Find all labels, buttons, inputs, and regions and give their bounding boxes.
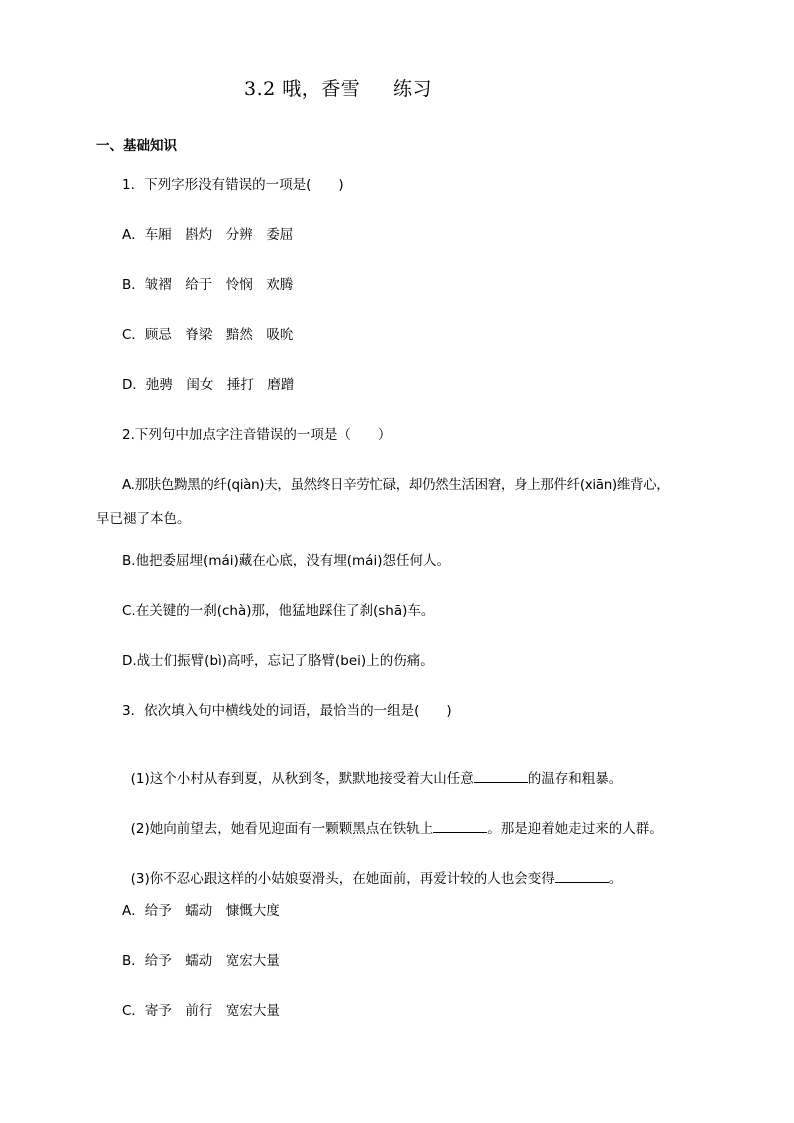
sentence-3-after: 。 <box>608 871 623 887</box>
fill-blank-3[interactable] <box>555 870 609 883</box>
question-1-option-c: C．顾忌 脊梁 黯然 吸吮 <box>122 327 294 343</box>
question-3-option-c: C．寄予 前行 宽宏大量 <box>122 1003 280 1019</box>
question-3-sentence-2 <box>122 802 663 838</box>
question-1-option-d: D．弛骋 闺女 捶打 磨蹭 <box>122 377 295 393</box>
sentence-2-before: (2)她向前望去，她看见迎面有一颗颗黑点在铁轨上 <box>130 821 434 837</box>
page-title: 3.2 哦，香雪 练习 <box>244 78 432 100</box>
question-3-option-b: B．给予 蠕动 宽宏大量 <box>122 953 280 969</box>
question-2-option-b: B.他把委屈埋(mái)藏在心底，没有埋(mái)怨任何人。 <box>122 553 450 569</box>
question-2-option-d: D.战士们振臂(bì)高呼，忘记了胳臂(bei)上的伤痛。 <box>122 653 434 669</box>
fill-blank-1[interactable] <box>474 770 528 783</box>
question-2-option-a-line2: 早已褪了本色。 <box>96 511 191 527</box>
question-3-option-a: A．给予 蠕动 慷慨大度 <box>122 903 280 919</box>
question-1-stem: 1．下列字形没有错误的一项是( ) <box>122 177 344 193</box>
question-3-stem: 3．依次填入句中横线处的词语，最恰当的一组是( ) <box>122 703 452 719</box>
sentence-1-after: 的温存和粗暴。 <box>527 771 623 787</box>
section-heading: 一、基础知识 <box>96 138 177 154</box>
question-1-option-b: B．皱褶 给于 怜悯 欢腾 <box>122 277 294 293</box>
question-2-stem: 2.下列句中加点字注音错误的一项是（ ） <box>122 427 392 443</box>
question-2-option-a-line1: A.那肤色黝黑的纤(qiàn)夫，虽然终日辛劳忙碌，却仍然生活困窘，身上那件纤(xiān)维背心， <box>122 477 670 493</box>
sentence-2-after: 。那是迎着她走过来的人群。 <box>487 821 663 837</box>
sentence-1-before: (1)这个小村从春到夏，从秋到冬，默默地接受着大山任意 <box>130 771 474 787</box>
question-1-option-a: A．车厢 斟灼 分辨 委屈 <box>122 227 294 243</box>
question-3-sentence-1 <box>122 752 622 788</box>
question-3-sentence-3 <box>122 852 622 888</box>
sentence-3-before: (3)你不忍心跟这样的小姑娘耍滑头，在她面前，再爱计较的人也会变得 <box>130 871 555 887</box>
fill-blank-2[interactable] <box>433 820 487 833</box>
question-2-option-c: C.在关键的一刹(chà)那，他猛地踩住了刹(shā)车。 <box>122 603 435 619</box>
